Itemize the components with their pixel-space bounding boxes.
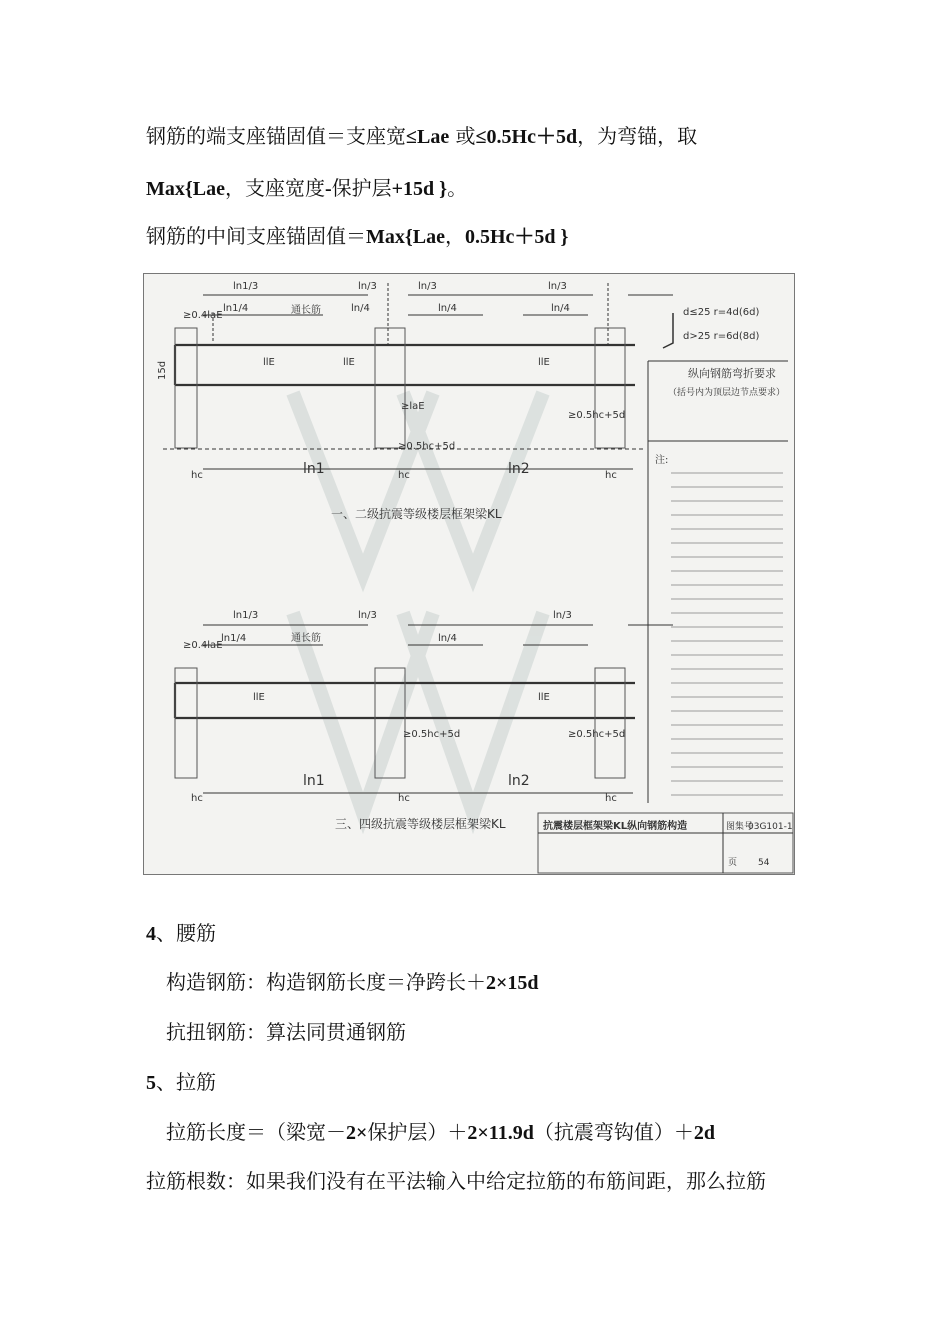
label-lle-c: llE [538, 357, 550, 368]
label-ln-4-b: ln/4 [438, 303, 457, 314]
side-title: 纵向钢筋弯折要求 [688, 367, 776, 380]
paragraph-end-support-max [146, 174, 467, 203]
text: 或 [449, 124, 476, 148]
text: 抗扭钢筋：算法同贯通钢筋 [166, 1020, 406, 1044]
section-number: 5 [146, 1072, 156, 1094]
label-ln-3-e: ln/3 [553, 610, 572, 621]
label-lle-d: llE [253, 692, 265, 703]
atlas-label: 图集号 [726, 822, 754, 832]
label-15d: 15d [157, 360, 168, 380]
label-halfhc-b: ≥0.5hc+5d [568, 410, 626, 421]
label-halfhc-d: ≥0.5hc+5d [568, 729, 626, 740]
page-label: 页 [728, 858, 738, 868]
rebar-drawing [143, 273, 795, 875]
label-ln1-4-b: ln1/4 [221, 633, 247, 644]
section-4-heading [146, 919, 216, 948]
label-lle-b: llE [343, 357, 355, 368]
text: 拉筋长度＝（梁宽－ [166, 1120, 346, 1144]
text: ，为弯锚，取 [577, 124, 698, 148]
label-ln-4-a: ln/4 [351, 303, 370, 314]
text: ， [444, 224, 465, 248]
label-halfhc-c: ≥0.5hc+5d [403, 729, 461, 740]
bend-rule-1: d≤25 r=4d(6d) [683, 307, 760, 318]
text: 钢筋的中间支座锚固值＝ [146, 224, 366, 248]
label-hc-f: hc [605, 793, 617, 804]
label-ln1-a: ln1 [303, 461, 325, 477]
page-number: 54 [758, 858, 770, 868]
label-through-bar-b: 通长筋 [291, 633, 321, 644]
formula: Max{Lae [366, 226, 445, 248]
label-hc-d: hc [191, 793, 203, 804]
label-hc-e: hc [398, 793, 410, 804]
label-ln2-a: ln2 [508, 461, 530, 477]
label-halfhc-a: ≥0.5hc+5d [398, 441, 456, 452]
label-ln1-b: ln1 [303, 773, 325, 789]
text: ，支座宽度 [224, 176, 325, 200]
side-subtitle: （括号内为顶层边节点要求） [668, 388, 786, 398]
text: 。 [447, 176, 468, 200]
label-hc-b: hc [398, 470, 410, 481]
paragraph-middle-support-anchor [146, 222, 568, 251]
formula: +15d } [391, 178, 448, 200]
label-ln-3-b: ln/3 [418, 281, 437, 292]
label-lae-a: ≥laE [401, 401, 425, 412]
label-ln2-b: ln2 [508, 773, 530, 789]
text: 保护层 [331, 176, 392, 200]
label-ln-4-d: ln/4 [438, 633, 457, 644]
formula: 2×15d [486, 972, 539, 994]
formula: 2d [693, 1122, 715, 1144]
paragraph-torsion-rebar [166, 1018, 406, 1046]
text: 保护层）＋ [367, 1120, 468, 1144]
label-ln1-3-b: ln1/3 [233, 610, 259, 621]
paragraph-constructive-rebar [166, 968, 539, 997]
label-ln-3-c: ln/3 [548, 281, 567, 292]
text: （抗震弯钩值）＋ [533, 1120, 694, 1144]
label-04lae: ≥0.4laE [183, 310, 223, 321]
paragraph-tie-count [146, 1167, 766, 1195]
label-through-bar: 通长筋 [291, 305, 321, 316]
formula: 0.5Hc＋5d } [464, 226, 569, 248]
text: 钢筋的端支座锚固值＝支座宽 [146, 124, 406, 148]
label-ln-3-d: ln/3 [358, 610, 377, 621]
atlas-number: 03G101-1 [748, 822, 793, 832]
label-hc-c: hc [605, 470, 617, 481]
figure-title-top: 一、二级抗震等级楼层框架梁KL [331, 507, 502, 521]
label-ln-4-c: ln/4 [551, 303, 570, 314]
rebar-drawing-figure [143, 273, 795, 875]
text: 构造钢筋：构造钢筋长度＝净跨长＋ [166, 970, 486, 994]
label-04lae-b: ≥0.4laE [183, 640, 223, 651]
formula: 2× [346, 1122, 368, 1144]
sheet-title: 抗震楼层框架梁KL纵向钢筋构造 [543, 821, 688, 832]
formula: ≤0.5Hc＋5d [475, 126, 578, 148]
section-title: 、腰筋 [156, 921, 216, 945]
label-hc-a: hc [191, 470, 203, 481]
bend-rule-2: d>25 r=6d(8d) [683, 331, 760, 342]
label-ln-3-a: ln/3 [358, 281, 377, 292]
text: 拉筋根数：如果我们没有在平法输入中给定拉筋的布筋间距，那么拉筋 [146, 1169, 766, 1193]
section-title: 、拉筋 [156, 1070, 216, 1094]
label-lle-a: llE [263, 357, 275, 368]
section-5-heading [146, 1068, 216, 1097]
paragraph-end-support-anchor [146, 122, 697, 151]
label-lle-e: llE [538, 692, 550, 703]
notes-label: 注: [655, 455, 669, 466]
label-ln1-4: ln1/4 [223, 303, 249, 314]
section-number: 4 [146, 923, 156, 945]
label-ln1-3: ln1/3 [233, 281, 259, 292]
formula: - [324, 178, 332, 200]
formula: ≤Lae [406, 126, 450, 148]
formula: 2×11.9d [467, 1122, 534, 1144]
paragraph-tie-length [166, 1118, 715, 1147]
formula: Max{Lae [146, 178, 225, 200]
figure-title-bottom: 三、四级抗震等级楼层框架梁KL [335, 817, 506, 831]
